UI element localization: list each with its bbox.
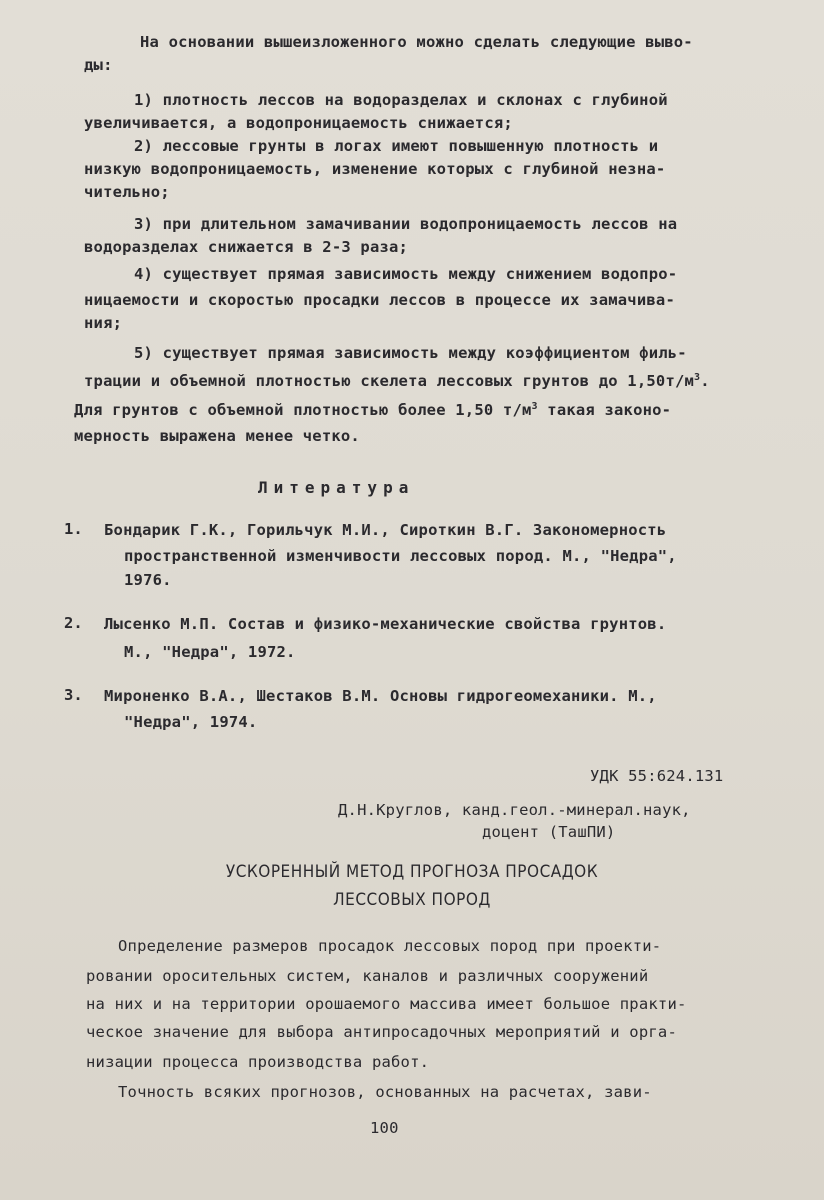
conclusion-1-line-2: увеличивается, а водопроницаемость снижается;: [84, 114, 513, 132]
author-line-2: доцент (ТашПИ): [482, 823, 616, 841]
article-title-line-2: ЛЕССОВЫХ ПОРОД: [333, 890, 491, 910]
article-paragraph-1-line-3: на них и на территории орошаемого массива имеет большое практи-: [86, 995, 687, 1013]
conclusion-2-line-1: 2) лессовые грунты в логах имеют повышенную плотность и: [134, 137, 659, 155]
conclusion-5-line-2: трации и объемной плотностью скелета лессовых грунтов до $1,50т/м^3$.: [84, 371, 710, 390]
conclusions-intro-line-2: ды:: [84, 56, 113, 74]
conclusions-intro-line-1: На основании вышеизложенного можно сделать следующие выво-: [140, 33, 693, 51]
conclusion-5-line-3: Для грунтов с объемной плотностью более 1,50 $т/м^3$ такая законо-: [74, 400, 672, 419]
conclusion-3-line-2: водоразделах снижается в 2-3 раза;: [84, 238, 409, 256]
conclusion-1-line-1: 1) плотность лессов на водоразделах и склонах с глубиной: [134, 91, 668, 109]
author-line-1: Д.Н.Круглов, канд.геол.-минерал.наук,: [338, 801, 691, 819]
conclusion-5-line-1: 5) существует прямая зависимость между коэффициентом филь-: [134, 344, 687, 362]
literature-item-2-line-2: М., "Недра", 1972.: [124, 643, 296, 661]
conclusion-2-line-3: чительно;: [84, 183, 170, 201]
article-title-line-1: УСКОРЕННЫЙ МЕТОД ПРОГНОЗА ПРОСАДОК: [225, 862, 599, 882]
literature-item-1-line-1: Бондарик Г.К., Горильчук М.И., Сироткин В.Г. Закономерность: [104, 521, 667, 539]
literature-item-1-line-3: 1976.: [124, 571, 172, 589]
literature-item-1-line-2: пространственной изменчивости лессовых пород. М., "Недра",: [124, 547, 677, 565]
article-paragraph-1-line-2: ровании оросительных систем, каналов и различных сооружений: [86, 967, 649, 985]
literature-item-2-line-1: Лысенко М.П. Состав и физико-механические свойства грунтов.: [104, 615, 667, 633]
literature-item-3-line-2: "Недра", 1974.: [124, 713, 258, 731]
conclusion-4-line-2: ницаемости и скоростью просадки лессов в процессе их замачива-: [84, 291, 675, 309]
literature-item-3-line-1: Мироненко В.А., Шестаков В.М. Основы гидрогеомеханики. М.,: [104, 687, 657, 705]
article-paragraph-1-line-4: ческое значение для выбора антипросадочных мероприятий и орга-: [86, 1023, 677, 1041]
conclusion-4-line-1: 4) существует прямая зависимость между снижением водопро-: [134, 265, 678, 283]
conclusion-3-line-1: 3) при длительном замачивании водопроницаемость лессов на: [134, 215, 678, 233]
article-paragraph-2-line-1: Точность всяких прогнозов, основанных на расчетах, зави-: [118, 1083, 652, 1101]
literature-item-3-number: 3.: [64, 686, 83, 704]
conclusion-5-line-4: мерность выражена менее четко.: [74, 427, 360, 445]
conclusion-2-line-2: низкую водопроницаемость, изменение которых с глубиной незна-: [84, 160, 666, 178]
article-paragraph-1-line-5: низации процесса производства работ.: [86, 1053, 430, 1071]
article-paragraph-1-line-1: Определение размеров просадок лессовых пород при проекти-: [118, 937, 662, 955]
udk-code: УДК 55:624.131: [590, 767, 724, 785]
conclusion-4-line-3: ния;: [84, 314, 123, 332]
page-number: 100: [370, 1119, 399, 1137]
literature-item-2-number: 2.: [64, 614, 83, 632]
literature-item-1-number: 1.: [64, 520, 83, 538]
literature-heading: Литература: [258, 478, 415, 497]
